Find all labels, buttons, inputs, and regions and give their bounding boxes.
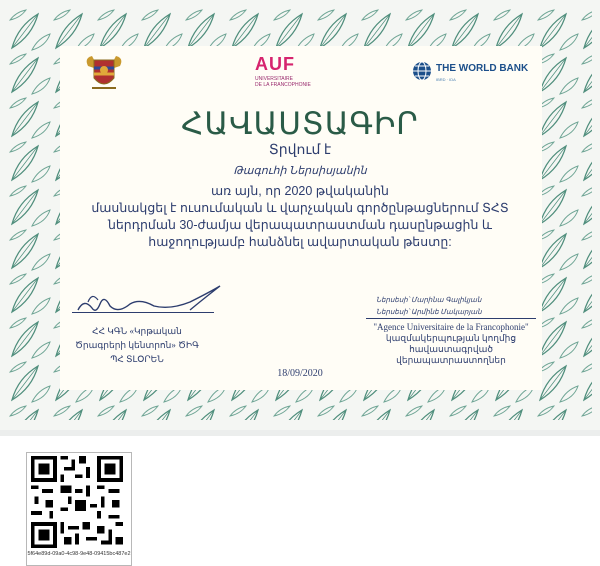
body-line: ներդրման 30-ժամյա վերապատրաստման դասընթացին և xyxy=(107,218,493,232)
certificate-subtitle: Տրվում է xyxy=(268,143,332,158)
signatory-names xyxy=(376,294,482,318)
certificate-date: 18/09/2020 xyxy=(277,368,323,379)
globe-icon xyxy=(412,61,432,81)
right-organization: "Agence Universitaire de la Francophonie" կազմակերպության կողմից հավաստագրված վերապատրաստողներ xyxy=(373,322,529,365)
certificate-title: ՀԱՎԱՍՏԱԳԻՐ xyxy=(181,106,419,141)
body-line: առ այն, որ 2020 թվականին xyxy=(211,184,389,198)
world-bank-text: THE WORLD BANK xyxy=(436,63,529,74)
left-organization: ՀՀ ԿԳՆ «Կրթական Ծրագրերի կենտրոն» ԾԻԳ ՊՀ ՏԼՕՐԵՆ xyxy=(75,326,199,364)
qr-code-icon[interactable] xyxy=(31,456,123,548)
signatory-name: Ներսեսի՝ Արմինե Մակարյան xyxy=(376,308,482,316)
world-bank-logo xyxy=(412,58,552,88)
recipient-name: Թագուհի Ներսիսյանին xyxy=(233,165,367,177)
page-divider xyxy=(0,430,600,436)
certificate-body xyxy=(80,183,520,251)
auf-logo xyxy=(255,52,325,96)
auf-logo-subtitle: UNIVERSITAIRE DE LA FRANCOPHONIE xyxy=(255,76,311,88)
world-bank-subtitle: IBRD · IDA xyxy=(436,77,456,82)
left-signature-line xyxy=(72,312,214,313)
auf-logo-text: AUF xyxy=(255,54,295,74)
qr-caption: 5f64e89d-09a0-4c98-9e48-09415bc487e2 xyxy=(27,551,131,557)
body-line: մասնակցել է ուսումական և վարչական գործընթացներում ՏՀՏ xyxy=(91,201,509,215)
body-line: հաջողությամբ հանձնել ավարտական թեստը: xyxy=(148,235,452,249)
right-signature-line xyxy=(366,318,536,319)
left-signature xyxy=(70,280,230,322)
signatory-name: Ներսեսի՝ Մարինա Գալիկյան xyxy=(376,296,482,304)
armenia-coat-of-arms-icon xyxy=(82,52,126,96)
